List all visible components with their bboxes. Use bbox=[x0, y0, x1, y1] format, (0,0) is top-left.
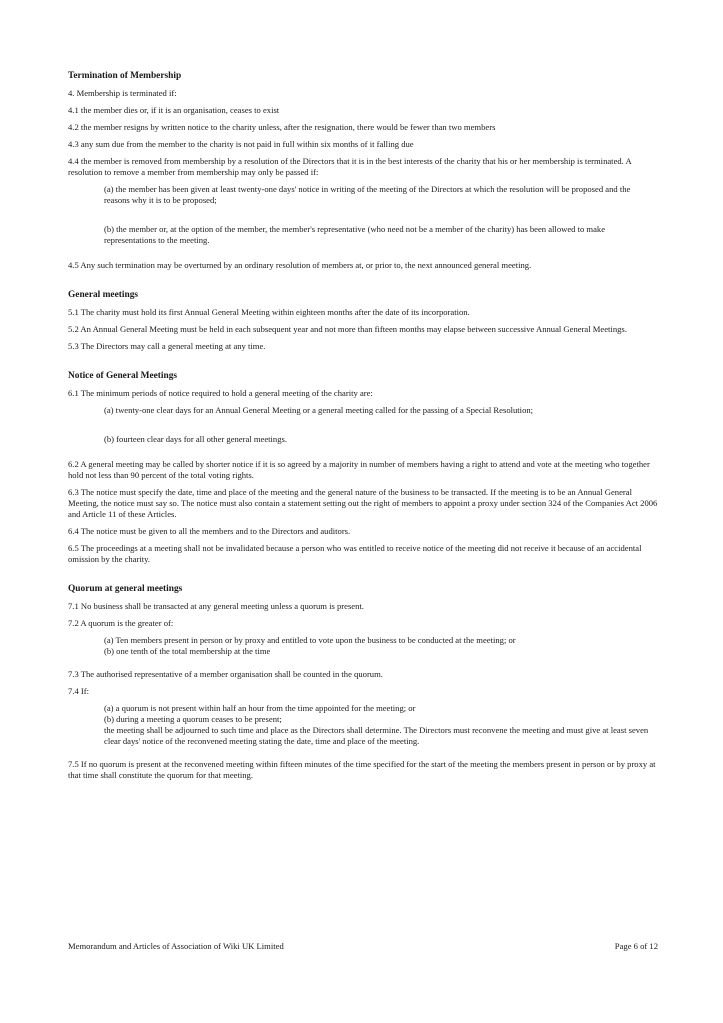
clause-7-3: 7.3 The authorised representative of a member organisation shall be counted in the quorum. bbox=[68, 669, 383, 679]
footer-page-number: Page 6 of 12 bbox=[614, 941, 658, 951]
clause-4-4-a: (a) the member has been given at least twenty-one days' notice in writing of the meeting of the Directors at which the resolution will be proposed and the reasons why it is to be proposed; bbox=[104, 184, 631, 205]
clause-6-2: 6.2 A general meeting may be called by shorter notice if it is so agreed by a majority in number of members having a right to attend and vote at the meeting who together hold not less than 90 percent of the total voting rights. bbox=[68, 459, 650, 480]
clause-6-1-subitems bbox=[104, 405, 658, 445]
clause-4-5: 4.5 Any such termination may be overturned by an ordinary resolution of members at, or prior to, the next announced general meeting. bbox=[68, 260, 532, 270]
clause-5-3: 5.3 The Directors may call a general meeting at any time. bbox=[68, 341, 266, 351]
footer-document-title: Memorandum and Articles of Association of Wiki UK Limited bbox=[68, 941, 284, 951]
page-footer bbox=[68, 941, 658, 952]
clause-6-4: 6.4 The notice must be given to all the members and to the Directors and auditors. bbox=[68, 526, 351, 536]
clause-6-3: 6.3 The notice must specify the date, time and place of the meeting and the general nature of the business to be transacted. If the meeting is to be an Annual General Meeting, the notice must say so. The notice must also contain a statement setting out the right of members to appoint a proxy under section 324 of the Companies Act 2006 and Article 11 of these Articles. bbox=[68, 487, 658, 519]
clause-6-1-b: (b) fourteen clear days for all other general meetings. bbox=[104, 434, 288, 444]
heading-general-meetings: General meetings bbox=[68, 290, 139, 300]
heading-notice-of-general-meetings: Notice of General Meetings bbox=[68, 371, 178, 381]
document-page bbox=[68, 0, 658, 1023]
clause-7-4: 7.4 If: bbox=[68, 686, 90, 696]
clause-7-4-subitems bbox=[104, 703, 658, 747]
clause-4-4-subitems bbox=[104, 184, 658, 246]
clause-7-2-subitems bbox=[104, 635, 658, 657]
heading-quorum-at-general-meetings: Quorum at general meetings bbox=[68, 584, 183, 594]
clause-7-4-b: (b) during a meeting a quorum ceases to be present; bbox=[104, 714, 282, 724]
clause-7-5: 7.5 If no quorum is present at the reconvened meeting within fifteen minutes of the time specified for the start of the meeting the members present in person or by proxy at that time shall constitute the quorum for that meeting. bbox=[68, 759, 656, 780]
clause-7-2: 7.2 A quorum is the greater of: bbox=[68, 618, 174, 628]
clause-4-2: 4.2 the member resigns by written notice to the charity unless, after the resignation, there would be fewer than two members bbox=[68, 122, 496, 132]
document-body bbox=[68, 70, 658, 787]
clause-7-4-a: (a) a quorum is not present within half an hour from the time appointed for the meeting; or bbox=[104, 703, 416, 713]
clause-4-3: 4.3 any sum due from the member to the charity is not paid in full within six months of it falling due bbox=[68, 139, 414, 149]
clause-7-2-b: (b) one tenth of the total membership at the time bbox=[104, 646, 271, 656]
clause-6-1-a: (a) twenty-one clear days for an Annual General Meeting or a general meeting called for the passing of a Special Resolution; bbox=[104, 405, 534, 415]
clause-5-1: 5.1 The charity must hold its first Annual General Meeting within eighteen months after the date of its incorporation. bbox=[68, 307, 470, 317]
clause-4-1: 4.1 the member dies or, if it is an organisation, ceases to exist bbox=[68, 105, 280, 115]
clause-7-4-c: the meeting shall be adjourned to such time and place as the Directors shall determine. The Directors must reconvene the meeting and must give at least seven clear days' notice of the reconvened meeting stating the date, time and place of the meeting. bbox=[104, 725, 649, 746]
clause-7-2-a: (a) Ten members present in person or by proxy and entitled to vote upon the business to be conducted at the meeting; or bbox=[104, 635, 516, 645]
clause-6-1: 6.1 The minimum periods of notice required to hold a general meeting of the charity are: bbox=[68, 388, 373, 398]
clause-4-4: 4.4 the member is removed from membership by a resolution of the Directors that it is in the best interests of the charity that his or her membership is terminated. A resolution to remove a member from membership may only be passed if: bbox=[68, 156, 632, 177]
clause-4-4-b: (b) the member or, at the option of the member, the member's representative (who need not be a member of the charity) has been allowed to make representations to the meeting. bbox=[104, 224, 606, 245]
heading-termination-of-membership: Termination of Membership bbox=[68, 71, 182, 81]
clause-4: 4. Membership is terminated if: bbox=[68, 88, 177, 98]
clause-6-5: 6.5 The proceedings at a meeting shall not be invalidated because a person who was entitled to receive notice of the meeting did not receive it because of an accidental omission by the charity. bbox=[68, 543, 642, 564]
clause-7-1: 7.1 No business shall be transacted at any general meeting unless a quorum is present. bbox=[68, 601, 364, 611]
clause-5-2: 5.2 An Annual General Meeting must be held in each subsequent year and not more than fifteen months may elapse between successive Annual General Meetings. bbox=[68, 324, 627, 334]
